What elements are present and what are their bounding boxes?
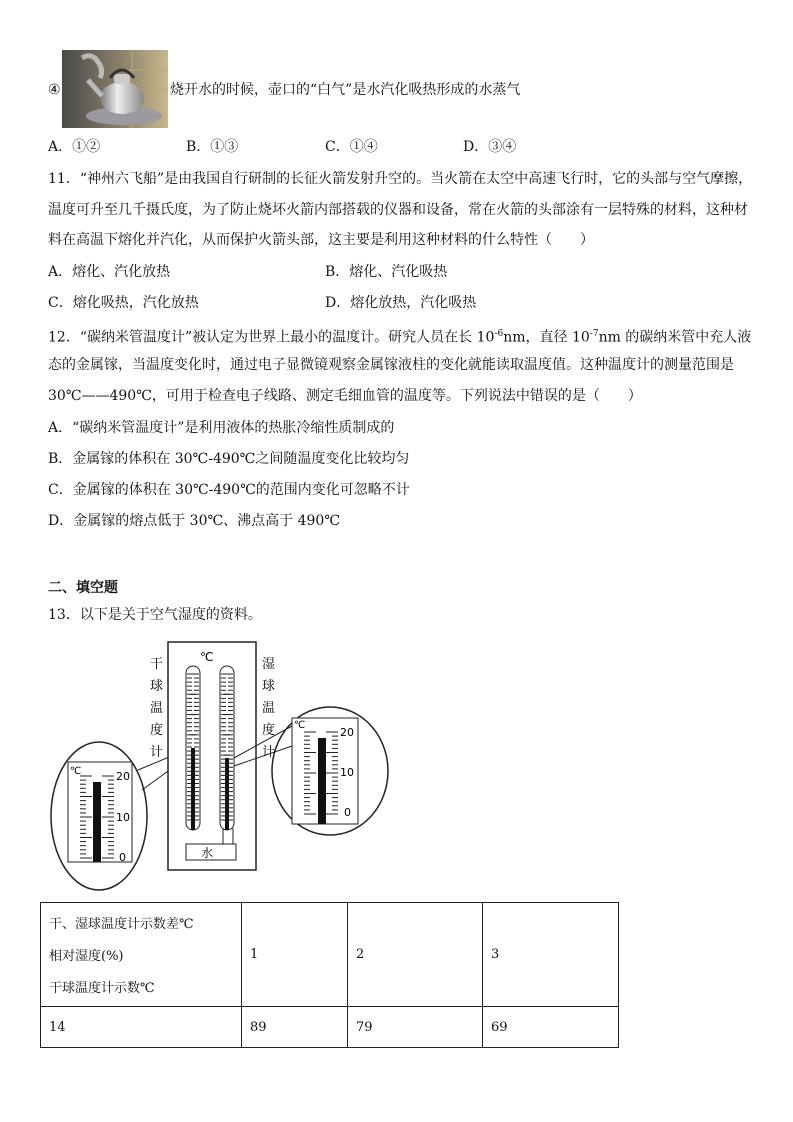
wet-label-3: 温 <box>262 701 276 716</box>
dry-label-4: 度 <box>150 723 164 738</box>
humidity-table <box>40 902 619 1048</box>
q11-option-d[interactable]: D．熔化放热，汽化吸热 <box>325 295 477 311</box>
q13-intro: 13．以下是关于空气湿度的资料。 <box>48 607 262 623</box>
q10-option-c[interactable]: C．①④ <box>325 139 378 155</box>
right-zoom-tick-0: 0 <box>344 806 351 819</box>
main-unit: ℃ <box>200 650 214 664</box>
dry-label-3: 温 <box>150 701 164 716</box>
wet-label-1: 湿 <box>262 657 276 672</box>
water-label: 水 <box>201 846 214 860</box>
table-cell: 14 <box>41 1007 242 1048</box>
q12-option-a[interactable]: A．“碳纳米管温度计”是利用液体的热胀冷缩性质制成的 <box>48 420 395 436</box>
q12-option-d[interactable]: D．金属镓的熔点低于 30℃、沸点高于 490℃ <box>48 513 340 529</box>
table-cell: 79 <box>348 1007 483 1048</box>
q12-option-b[interactable]: B．金属镓的体积在 30℃-490℃之间随温度变化比较均匀 <box>48 451 410 467</box>
item-marker: ④ <box>48 82 61 98</box>
section-title: 二、填空题 <box>48 580 118 596</box>
dry-label-2: 球 <box>150 679 164 694</box>
kettle-photo <box>62 50 168 128</box>
item-text: 烧开水的时候，壶口的“白气”是水汽化吸热形成的水蒸气 <box>170 82 521 98</box>
q11-option-b[interactable]: B．熔化、汽化吸热 <box>325 264 448 280</box>
right-zoom-tick-10: 10 <box>340 766 354 779</box>
table-cell: 69 <box>483 1007 619 1048</box>
left-zoom-tick-20: 20 <box>116 770 130 783</box>
table-header-cell: 2 <box>348 903 483 1007</box>
q11-option-c[interactable]: C．熔化吸热，汽化放热 <box>48 295 199 311</box>
header-line-rh: 相对湿度(%) <box>49 948 124 964</box>
dry-label-1: 干 <box>150 657 164 672</box>
q11-line-2: 温度可升至几千摄氏度，为了防止烧坏火箭内部搭载的仪器和设备，常在火箭的头部涂有一层特殊的材料，这种材 <box>48 202 748 218</box>
wet-label-4: 度 <box>262 723 276 738</box>
right-zoom-unit: ℃ <box>294 720 306 731</box>
q12-option-c[interactable]: C．金属镓的体积在 30℃-490℃的范围内变化可忽略不计 <box>48 482 410 498</box>
dry-liquid-column <box>191 748 195 830</box>
dry-label-5: 计 <box>150 745 164 760</box>
q10-option-d[interactable]: D．③④ <box>463 139 517 155</box>
left-zoom-tick-0: 0 <box>119 851 126 864</box>
table-header-cell: 3 <box>483 903 619 1007</box>
hygrometer-figure <box>0 630 420 895</box>
left-zoom-tick-10: 10 <box>116 811 130 824</box>
wet-label-5: 计 <box>262 745 276 760</box>
wet-liquid-column <box>225 758 229 830</box>
q11-line-1: 11．“神州六飞船”是由我国自行研制的长征火箭发射升空的。当火箭在太空中高速飞行时，它的头部与空气摩擦， <box>48 171 753 187</box>
table-header-row <box>41 903 619 1007</box>
header-line-dry: 干球温度计示数℃ <box>49 980 155 996</box>
q10-option-b[interactable]: B．①③ <box>186 139 239 155</box>
q12-line-3: 30℃——490℃，可用于检查电子线路、测定毛细血管的温度等。下列说法中错误的是（ ） <box>48 388 642 404</box>
wet-label-2: 球 <box>262 679 276 694</box>
q11-line-3: 料在高温下熔化并汽化，从而保护火箭头部，这主要是利用这种材料的什么特性（ ） <box>48 232 594 248</box>
table-row <box>41 1007 619 1048</box>
left-zoom-unit: ℃ <box>70 766 82 777</box>
table-cell: 89 <box>242 1007 348 1048</box>
q10-option-a[interactable]: A．①② <box>48 139 101 155</box>
q12-line-1: 12．“碳纳米管温度计”被认定为世界上最小的温度计。研究人员在长 $10^{-6}nm$，直径 $10^{-7}nm$ 的碳纳米管中充人液 <box>48 329 752 346</box>
q12-line-2: 态的金属镓，当温度变化时，通过电子显微镜观察金属镓液柱的变化就能读取温度值。这种温度计的测量范围是 <box>48 357 734 373</box>
q11-option-a[interactable]: A．熔化、汽化放热 <box>48 264 171 280</box>
thermometer-frame <box>168 642 256 870</box>
table-header-label-cell <box>41 903 242 1007</box>
header-line-diff: 干、湿球温度计示数差℃ <box>49 916 194 932</box>
right-zoom-tick-20: 20 <box>340 726 354 739</box>
table-header-cell: 1 <box>242 903 348 1007</box>
